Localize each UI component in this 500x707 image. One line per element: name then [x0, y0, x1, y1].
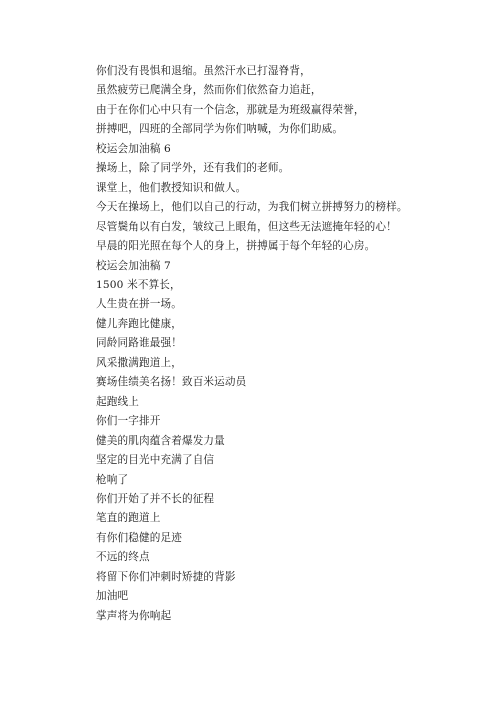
text-line: 早晨的阳光照在每个人的身上，拼搏属于每个年轻的心房。: [96, 240, 376, 253]
text-line: 你们开始了并不长的征程: [96, 492, 215, 505]
section-heading: 校运会加油稿 6: [96, 142, 171, 155]
text-line: 同龄同路谁最强！: [96, 337, 182, 350]
text-line: 操场上，除了同学外，还有我们的老师。: [96, 162, 290, 175]
text-line: 掌声将为你响起: [96, 609, 172, 622]
text-line: 虽然疲劳已爬满全身，然而你们依然奋力追赶，: [96, 84, 322, 97]
text-line: 你们没有畏惧和退缩。虽然汗水已打湿脊背，: [96, 65, 311, 77]
text-line: 笔直的跑道上: [96, 512, 161, 525]
text-line: 尽管鬓角以有白发，皱纹己上眼角，但这些无法遮掩年轻的心！: [96, 220, 397, 233]
section-heading: 校运会加油稿 7: [96, 259, 171, 272]
text-line: 你们一字排开: [96, 415, 161, 428]
text-line: 风采撒满跑道上，: [96, 356, 182, 369]
text-line: 不远的终点: [96, 551, 150, 564]
text-line: 将留下你们冲刺时矫捷的背影: [96, 570, 236, 583]
text-line: 坚定的目光中充满了自信: [96, 454, 215, 467]
text-line: 健美的肌肉蕴含着爆发力量: [96, 434, 225, 447]
text-line: 健儿奔跑比健康，: [96, 317, 182, 330]
text-line: 起跑线上: [96, 395, 139, 408]
text-line: 枪响了: [96, 473, 129, 486]
text-line: 有你们稳健的足迹: [96, 531, 182, 544]
text-line: 赛场佳绩美名扬！致百米运动员: [96, 376, 247, 389]
text-line: 拼搏吧，四班的全部同学为你们呐喊，为你们助威。: [96, 123, 344, 136]
document-body: [96, 62, 476, 626]
text-line: 由于在你们心中只有一个信念，那就是为班级赢得荣誉，: [96, 103, 365, 116]
text-line: 课堂上，他们教授知识和做人。: [96, 181, 247, 194]
text-line: 人生贵在拼一场。: [96, 298, 182, 311]
text-line: 1500 米不算长，: [96, 278, 181, 291]
text-line: 今天在操场上，他们以自己的行动，为我们树立拼搏努力的榜样。: [96, 201, 408, 214]
text-line: 加油吧: [96, 590, 129, 603]
